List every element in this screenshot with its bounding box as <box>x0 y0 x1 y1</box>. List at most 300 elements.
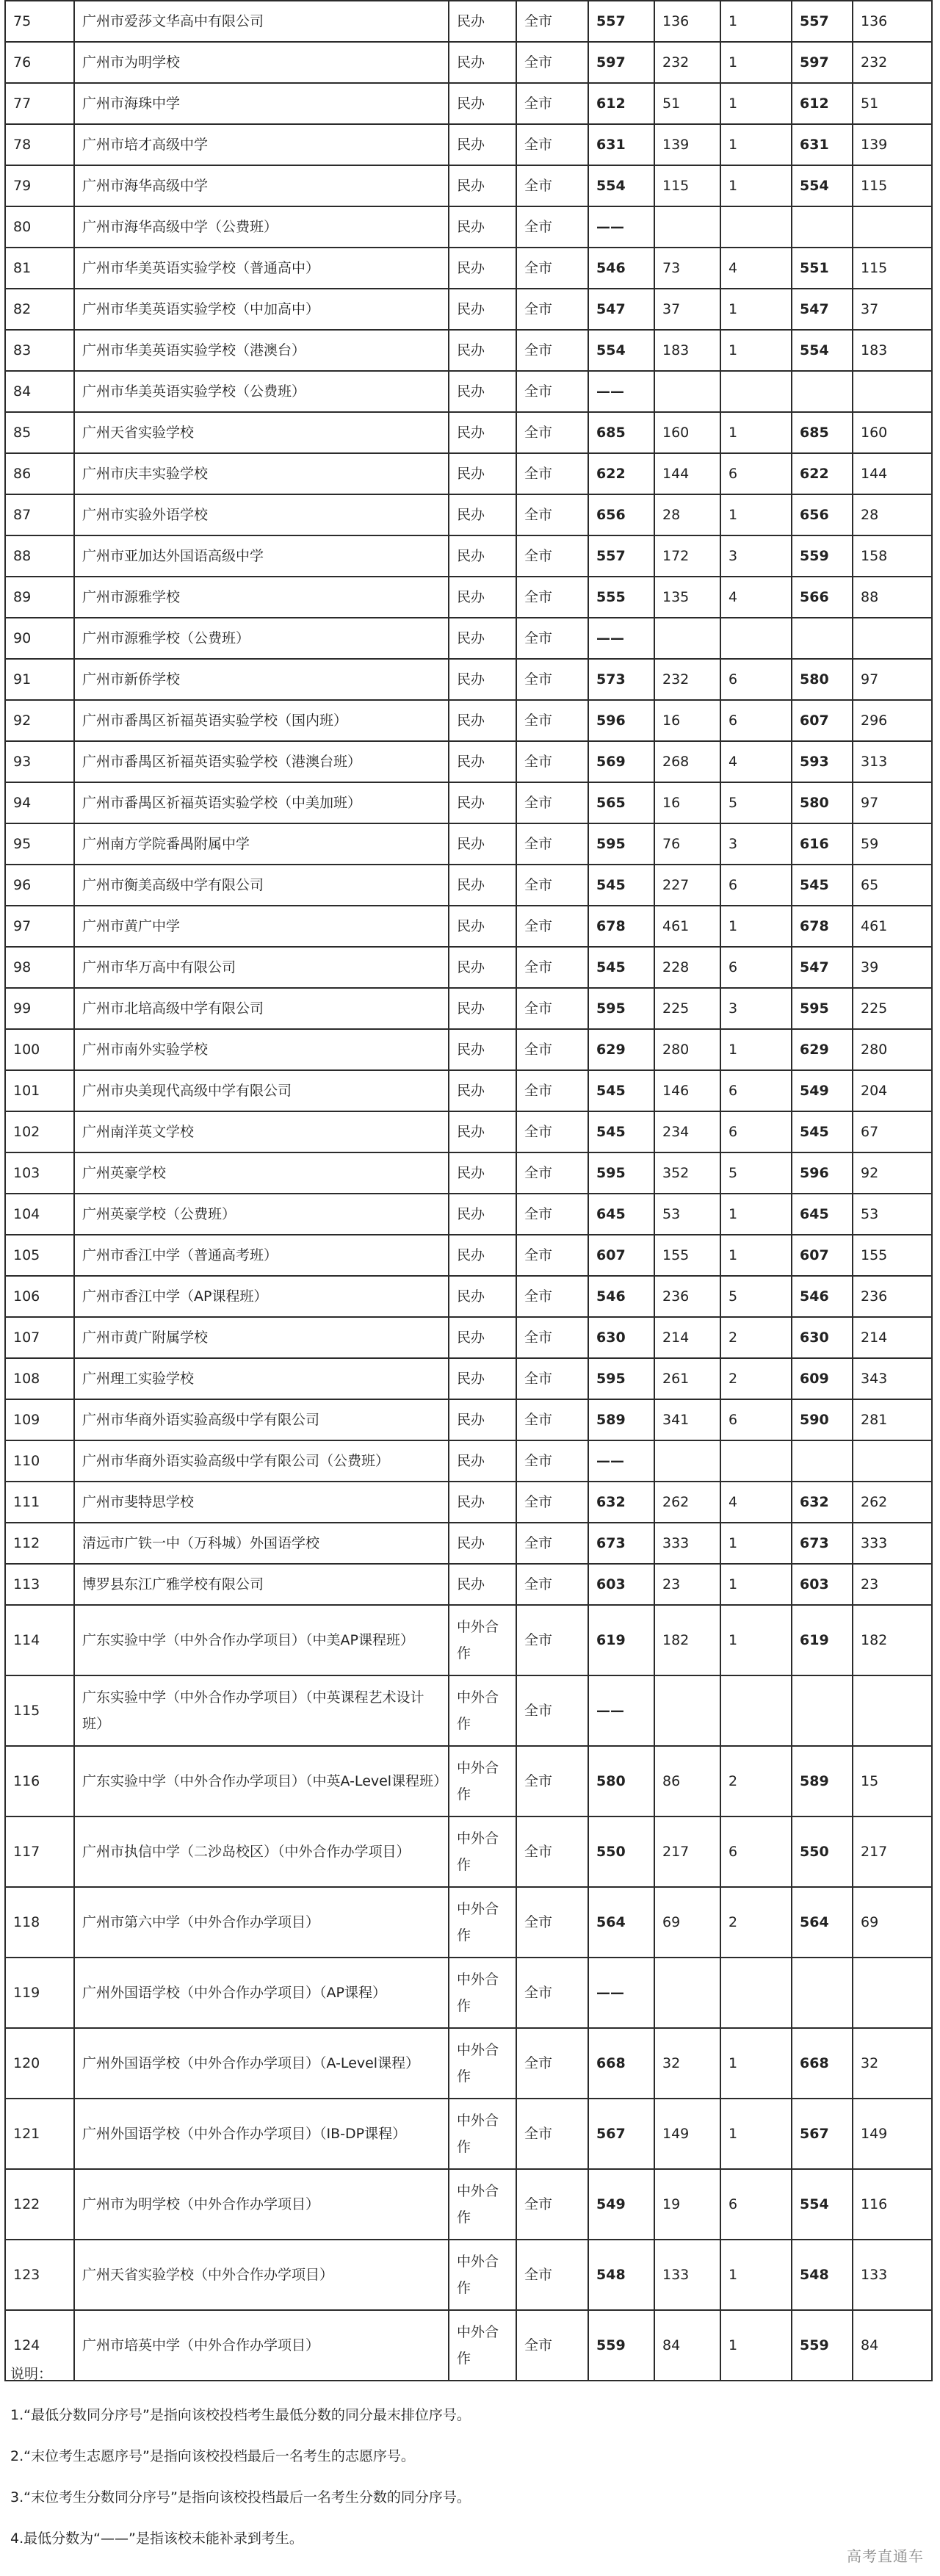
recruit-area-cell: 全市 <box>517 865 589 905</box>
school-name-cell: 广州外国语学校（中外合作办学项目）（IB-DP课程） <box>75 2099 449 2168</box>
min-score-cell: 678 <box>589 906 655 946</box>
school-type-cell: 民办 <box>449 248 517 288</box>
school-name-cell: 广州市为明学校（中外合作办学项目） <box>75 2170 449 2239</box>
school-type-cell: 中外合作 <box>449 2240 517 2309</box>
min-score-cell: 632 <box>589 1482 655 1522</box>
row-number-cell: 117 <box>6 1817 75 1886</box>
last-choice-no-cell <box>721 618 792 658</box>
school-name-cell: 清远市广铁一中（万科城）外国语学校 <box>75 1523 449 1563</box>
min-score-cell: 545 <box>589 1071 655 1111</box>
school-type-cell: 中外合作 <box>449 1817 517 1886</box>
last-score-cell: 554 <box>792 331 853 370</box>
last-score-rank-cell: 97 <box>853 660 933 699</box>
min-score-rank-cell: 182 <box>655 1606 721 1675</box>
table-row <box>6 289 933 331</box>
last-score-cell: 589 <box>792 1747 853 1816</box>
recruit-area-cell: 全市 <box>517 1565 589 1604</box>
school-name-cell: 广州市培才高级中学 <box>75 125 449 165</box>
row-number-cell: 82 <box>6 289 75 329</box>
table-row <box>6 1523 933 1565</box>
min-score-cell: 557 <box>589 1 655 41</box>
school-name-cell: 博罗县东江广雅学校有限公司 <box>75 1565 449 1604</box>
school-name-cell: 广州市实验外语学校 <box>75 495 449 535</box>
school-type-cell: 民办 <box>449 1318 517 1357</box>
min-score-cell: —— <box>589 372 655 411</box>
min-score-cell: 549 <box>589 2170 655 2239</box>
school-type-cell: 民办 <box>449 660 517 699</box>
last-choice-no-cell: 2 <box>721 1888 792 1957</box>
recruit-area-cell: 全市 <box>517 248 589 288</box>
school-name-cell: 广州外国语学校（中外合作办学项目）（A-Level课程） <box>75 2029 449 2098</box>
school-type-cell: 民办 <box>449 84 517 123</box>
row-number-cell: 96 <box>6 865 75 905</box>
school-name-cell: 广州市华美英语实验学校（普通高中） <box>75 248 449 288</box>
school-type-cell: 中外合作 <box>449 1747 517 1816</box>
min-score-rank-cell: 333 <box>655 1523 721 1563</box>
school-type-cell: 民办 <box>449 783 517 823</box>
min-score-rank-cell: 146 <box>655 1071 721 1111</box>
last-score-rank-cell: 69 <box>853 1888 933 1957</box>
last-score-cell: 551 <box>792 248 853 288</box>
last-score-cell: 616 <box>792 824 853 864</box>
table-row <box>6 331 933 372</box>
row-number-cell: 98 <box>6 948 75 987</box>
last-choice-no-cell: 6 <box>721 2170 792 2239</box>
min-score-cell: 555 <box>589 577 655 617</box>
school-type-cell: 民办 <box>449 1194 517 1234</box>
last-choice-no-cell: 1 <box>721 289 792 329</box>
school-type-cell: 民办 <box>449 1235 517 1275</box>
recruit-area-cell: 全市 <box>517 1359 589 1399</box>
min-score-rank-cell: 144 <box>655 454 721 494</box>
school-type-cell: 民办 <box>449 1277 517 1316</box>
last-score-rank-cell: 116 <box>853 2170 933 2239</box>
row-number-cell: 121 <box>6 2099 75 2168</box>
min-score-cell: 629 <box>589 1030 655 1069</box>
min-score-rank-cell: 76 <box>655 824 721 864</box>
note-item: 1.“最低分数同分序号”是指向该校投档考生最低分数的同分最末排位序号。 <box>10 2407 471 2423</box>
row-number-cell: 106 <box>6 1277 75 1316</box>
row-number-cell: 104 <box>6 1194 75 1234</box>
last-score-cell: 554 <box>792 2170 853 2239</box>
recruit-area-cell: 全市 <box>517 1958 589 2027</box>
min-score-rank-cell: 16 <box>655 701 721 740</box>
row-number-cell: 92 <box>6 701 75 740</box>
school-name-cell: 广州市香江中学（AP课程班） <box>75 1277 449 1316</box>
last-score-rank-cell: 97 <box>853 783 933 823</box>
school-type-cell: 民办 <box>449 413 517 452</box>
min-score-cell: 619 <box>589 1606 655 1675</box>
school-type-cell: 民办 <box>449 1 517 41</box>
last-score-cell: 596 <box>792 1153 853 1193</box>
recruit-area-cell: 全市 <box>517 1441 589 1481</box>
row-number-cell: 85 <box>6 413 75 452</box>
last-score-cell: 645 <box>792 1194 853 1234</box>
school-name-cell: 广州天省实验学校（中外合作办学项目） <box>75 2240 449 2309</box>
last-choice-no-cell: 2 <box>721 1747 792 1816</box>
school-name-cell: 广州市番禺区祈福英语实验学校（中美加班） <box>75 783 449 823</box>
last-score-cell: 567 <box>792 2099 853 2168</box>
last-choice-no-cell: 1 <box>721 331 792 370</box>
row-number-cell: 101 <box>6 1071 75 1111</box>
min-score-rank-cell: 280 <box>655 1030 721 1069</box>
min-score-rank-cell: 51 <box>655 84 721 123</box>
school-name-cell: 广州市亚加达外国语高级中学 <box>75 536 449 576</box>
last-score-rank-cell: 59 <box>853 824 933 864</box>
last-choice-no-cell: 1 <box>721 2311 792 2380</box>
table-row <box>6 701 933 742</box>
min-score-rank-cell: 115 <box>655 166 721 206</box>
min-score-cell: 554 <box>589 331 655 370</box>
min-score-cell: 685 <box>589 413 655 452</box>
row-number-cell: 93 <box>6 742 75 782</box>
school-name-cell: 广州市华商外语实验高级中学有限公司（公费班） <box>75 1441 449 1481</box>
last-score-cell: 629 <box>792 1030 853 1069</box>
last-choice-no-cell: 6 <box>721 865 792 905</box>
recruit-area-cell: 全市 <box>517 2311 589 2380</box>
table-row <box>6 1958 933 2029</box>
recruit-area-cell: 全市 <box>517 43 589 82</box>
school-type-cell: 民办 <box>449 1359 517 1399</box>
school-name-cell: 广州市华商外语实验高级中学有限公司 <box>75 1400 449 1440</box>
last-choice-no-cell: 1 <box>721 2099 792 2168</box>
recruit-area-cell: 全市 <box>517 906 589 946</box>
min-score-rank-cell: 16 <box>655 783 721 823</box>
min-score-cell: —— <box>589 1958 655 2027</box>
recruit-area-cell: 全市 <box>517 824 589 864</box>
row-number-cell: 94 <box>6 783 75 823</box>
min-score-cell: 554 <box>589 166 655 206</box>
school-type-cell: 民办 <box>449 495 517 535</box>
last-choice-no-cell: 4 <box>721 742 792 782</box>
last-choice-no-cell: 6 <box>721 1112 792 1152</box>
last-score-cell: 630 <box>792 1318 853 1357</box>
row-number-cell: 112 <box>6 1523 75 1563</box>
table-row <box>6 207 933 248</box>
recruit-area-cell: 全市 <box>517 1235 589 1275</box>
last-choice-no-cell: 6 <box>721 1071 792 1111</box>
row-number-cell: 89 <box>6 577 75 617</box>
last-choice-no-cell: 1 <box>721 1 792 41</box>
recruit-area-cell: 全市 <box>517 660 589 699</box>
school-name-cell: 广州市斐特思学校 <box>75 1482 449 1522</box>
last-choice-no-cell: 6 <box>721 454 792 494</box>
min-score-cell: —— <box>589 1676 655 1745</box>
school-name-cell: 广州天省实验学校 <box>75 413 449 452</box>
min-score-rank-cell: 341 <box>655 1400 721 1440</box>
min-score-cell: 548 <box>589 2240 655 2309</box>
last-choice-no-cell: 6 <box>721 948 792 987</box>
recruit-area-cell: 全市 <box>517 577 589 617</box>
min-score-cell: 557 <box>589 536 655 576</box>
last-score-rank-cell: 23 <box>853 1565 933 1604</box>
min-score-rank-cell: 268 <box>655 742 721 782</box>
school-name-cell: 广东实验中学（中外合作办学项目）（中英课程艺术设计班） <box>75 1676 449 1745</box>
min-score-cell: 596 <box>589 701 655 740</box>
last-score-rank-cell: 232 <box>853 43 933 82</box>
table-row <box>6 2099 933 2170</box>
table-row <box>6 1030 933 1071</box>
school-type-cell: 民办 <box>449 824 517 864</box>
last-score-rank-cell <box>853 618 933 658</box>
school-type-cell: 中外合作 <box>449 1676 517 1745</box>
table-row <box>6 1817 933 1888</box>
last-score-cell: 580 <box>792 660 853 699</box>
last-score-rank-cell: 160 <box>853 413 933 452</box>
recruit-area-cell: 全市 <box>517 1888 589 1957</box>
last-score-rank-cell: 115 <box>853 248 933 288</box>
recruit-area-cell: 全市 <box>517 207 589 247</box>
min-score-rank-cell: 69 <box>655 1888 721 1957</box>
min-score-rank-cell: 37 <box>655 289 721 329</box>
school-type-cell: 中外合作 <box>449 1606 517 1675</box>
recruit-area-cell: 全市 <box>517 2240 589 2309</box>
recruit-area-cell: 全市 <box>517 372 589 411</box>
last-score-rank-cell: 84 <box>853 2311 933 2380</box>
min-score-cell: 564 <box>589 1888 655 1957</box>
table-row <box>6 1441 933 1482</box>
last-score-rank-cell: 155 <box>853 1235 933 1275</box>
school-name-cell: 广州市华万高中有限公司 <box>75 948 449 987</box>
row-number-cell: 119 <box>6 1958 75 2027</box>
last-choice-no-cell: 2 <box>721 1318 792 1357</box>
row-number-cell: 79 <box>6 166 75 206</box>
last-choice-no-cell: 4 <box>721 1482 792 1522</box>
school-name-cell: 广州市海华高级中学 <box>75 166 449 206</box>
school-name-cell: 广州市番禺区祈福英语实验学校（国内班） <box>75 701 449 740</box>
min-score-cell: —— <box>589 618 655 658</box>
row-number-cell: 123 <box>6 2240 75 2309</box>
min-score-cell: 546 <box>589 248 655 288</box>
last-choice-no-cell: 1 <box>721 2029 792 2098</box>
row-number-cell: 120 <box>6 2029 75 2098</box>
last-score-rank-cell: 281 <box>853 1400 933 1440</box>
last-choice-no-cell <box>721 1676 792 1745</box>
row-number-cell: 118 <box>6 1888 75 1957</box>
min-score-cell: 595 <box>589 1153 655 1193</box>
table-row <box>6 1112 933 1153</box>
last-score-rank-cell: 461 <box>853 906 933 946</box>
last-score-rank-cell: 149 <box>853 2099 933 2168</box>
last-score-cell: 622 <box>792 454 853 494</box>
recruit-area-cell: 全市 <box>517 1153 589 1193</box>
last-score-rank-cell: 343 <box>853 1359 933 1399</box>
school-name-cell: 广州市庆丰实验学校 <box>75 454 449 494</box>
last-choice-no-cell: 1 <box>721 1235 792 1275</box>
row-number-cell: 111 <box>6 1482 75 1522</box>
recruit-area-cell: 全市 <box>517 495 589 535</box>
min-score-rank-cell <box>655 1441 721 1481</box>
last-score-rank-cell: 313 <box>853 742 933 782</box>
last-score-rank-cell: 182 <box>853 1606 933 1675</box>
last-choice-no-cell: 6 <box>721 701 792 740</box>
school-name-cell: 广州英豪学校 <box>75 1153 449 1193</box>
last-score-cell: 607 <box>792 701 853 740</box>
recruit-area-cell: 全市 <box>517 948 589 987</box>
min-score-rank-cell: 160 <box>655 413 721 452</box>
row-number-cell: 115 <box>6 1676 75 1745</box>
last-score-cell: 548 <box>792 2240 853 2309</box>
last-score-cell: 549 <box>792 1071 853 1111</box>
school-name-cell: 广州南方学院番禺附属中学 <box>75 824 449 864</box>
min-score-rank-cell <box>655 618 721 658</box>
school-name-cell: 广州市新侨学校 <box>75 660 449 699</box>
last-score-rank-cell: 136 <box>853 1 933 41</box>
table-row <box>6 125 933 166</box>
school-name-cell: 广州市华美英语实验学校（港澳台） <box>75 331 449 370</box>
table-row <box>6 1318 933 1359</box>
school-name-cell: 广州市源雅学校（公费班） <box>75 618 449 658</box>
table-row <box>6 1194 933 1235</box>
min-score-rank-cell: 84 <box>655 2311 721 2380</box>
last-score-rank-cell: 296 <box>853 701 933 740</box>
school-type-cell: 民办 <box>449 1071 517 1111</box>
last-choice-no-cell: 4 <box>721 248 792 288</box>
table-row <box>6 454 933 495</box>
school-type-cell: 中外合作 <box>449 2311 517 2380</box>
row-number-cell: 108 <box>6 1359 75 1399</box>
min-score-cell: 573 <box>589 660 655 699</box>
last-score-cell: 631 <box>792 125 853 165</box>
recruit-area-cell: 全市 <box>517 1030 589 1069</box>
table-row <box>6 989 933 1030</box>
min-score-rank-cell: 172 <box>655 536 721 576</box>
recruit-area-cell: 全市 <box>517 454 589 494</box>
last-score-rank-cell: 204 <box>853 1071 933 1111</box>
table-row <box>6 1 933 43</box>
min-score-cell: 631 <box>589 125 655 165</box>
min-score-cell: 595 <box>589 1359 655 1399</box>
last-score-cell: 685 <box>792 413 853 452</box>
last-score-rank-cell: 280 <box>853 1030 933 1069</box>
last-score-cell: 603 <box>792 1565 853 1604</box>
min-score-rank-cell: 232 <box>655 660 721 699</box>
last-score-rank-cell: 65 <box>853 865 933 905</box>
row-number-cell: 110 <box>6 1441 75 1481</box>
school-type-cell: 民办 <box>449 1482 517 1522</box>
table-row <box>6 2029 933 2099</box>
recruit-area-cell: 全市 <box>517 1817 589 1886</box>
table-row <box>6 84 933 125</box>
min-score-rank-cell: 214 <box>655 1318 721 1357</box>
min-score-rank-cell: 86 <box>655 1747 721 1816</box>
recruit-area-cell: 全市 <box>517 331 589 370</box>
row-number-cell: 76 <box>6 43 75 82</box>
row-number-cell: 77 <box>6 84 75 123</box>
last-score-rank-cell <box>853 1676 933 1745</box>
school-type-cell: 民办 <box>449 289 517 329</box>
school-type-cell: 民办 <box>449 331 517 370</box>
school-type-cell: 民办 <box>449 1523 517 1563</box>
last-score-cell: 566 <box>792 577 853 617</box>
row-number-cell: 116 <box>6 1747 75 1816</box>
last-score-rank-cell <box>853 372 933 411</box>
recruit-area-cell: 全市 <box>517 84 589 123</box>
last-score-cell: 678 <box>792 906 853 946</box>
min-score-cell: 645 <box>589 1194 655 1234</box>
table-row <box>6 536 933 577</box>
min-score-cell: 595 <box>589 824 655 864</box>
last-score-rank-cell: 236 <box>853 1277 933 1316</box>
school-name-cell: 广州英豪学校（公费班） <box>75 1194 449 1234</box>
last-score-cell: 632 <box>792 1482 853 1522</box>
notes-heading: 说明： <box>10 2366 53 2382</box>
watermark: 高考直通车 <box>847 2547 924 2565</box>
school-type-cell: 民办 <box>449 536 517 576</box>
last-choice-no-cell: 1 <box>721 413 792 452</box>
min-score-cell: 668 <box>589 2029 655 2098</box>
recruit-area-cell: 全市 <box>517 536 589 576</box>
table-row <box>6 618 933 660</box>
school-name-cell: 广州市源雅学校 <box>75 577 449 617</box>
last-choice-no-cell: 1 <box>721 906 792 946</box>
last-choice-no-cell <box>721 1958 792 2027</box>
last-choice-no-cell: 1 <box>721 2240 792 2309</box>
note-item: 3.“末位考生分数同分序号”是指向该校投档最后一名考生分数的同分序号。 <box>10 2489 471 2505</box>
min-score-cell: 612 <box>589 84 655 123</box>
min-score-cell: 545 <box>589 1112 655 1152</box>
table-row <box>6 948 933 989</box>
last-score-cell: 547 <box>792 948 853 987</box>
last-score-rank-cell: 133 <box>853 2240 933 2309</box>
last-choice-no-cell: 1 <box>721 1523 792 1563</box>
last-choice-no-cell: 6 <box>721 660 792 699</box>
last-score-cell <box>792 618 853 658</box>
recruit-area-cell: 全市 <box>517 1676 589 1745</box>
last-score-cell: 597 <box>792 43 853 82</box>
min-score-rank-cell: 136 <box>655 1 721 41</box>
row-number-cell: 78 <box>6 125 75 165</box>
admission-table <box>4 0 933 2381</box>
min-score-rank-cell: 183 <box>655 331 721 370</box>
table-row <box>6 1359 933 1400</box>
table-row <box>6 783 933 824</box>
min-score-cell: 622 <box>589 454 655 494</box>
school-name-cell: 广州理工实验学校 <box>75 1359 449 1399</box>
school-type-cell: 中外合作 <box>449 2029 517 2098</box>
last-score-rank-cell: 217 <box>853 1817 933 1886</box>
recruit-area-cell: 全市 <box>517 413 589 452</box>
recruit-area-cell: 全市 <box>517 742 589 782</box>
school-type-cell: 民办 <box>449 742 517 782</box>
table-row <box>6 1606 933 1676</box>
last-choice-no-cell: 1 <box>721 166 792 206</box>
note-item: 4.最低分数为“——”是指该校未能补录到考生。 <box>10 2530 303 2547</box>
school-type-cell: 民办 <box>449 1565 517 1604</box>
recruit-area-cell: 全市 <box>517 2099 589 2168</box>
last-score-rank-cell: 158 <box>853 536 933 576</box>
school-name-cell: 广州市海华高级中学（公费班） <box>75 207 449 247</box>
table-row <box>6 824 933 865</box>
last-score-cell: 554 <box>792 166 853 206</box>
school-type-cell: 民办 <box>449 207 517 247</box>
row-number-cell: 84 <box>6 372 75 411</box>
last-score-cell: 545 <box>792 865 853 905</box>
row-number-cell: 88 <box>6 536 75 576</box>
recruit-area-cell: 全市 <box>517 1747 589 1816</box>
min-score-cell: 545 <box>589 865 655 905</box>
min-score-cell: 565 <box>589 783 655 823</box>
min-score-cell: —— <box>589 207 655 247</box>
row-number-cell: 102 <box>6 1112 75 1152</box>
school-type-cell: 民办 <box>449 948 517 987</box>
school-type-cell: 民办 <box>449 166 517 206</box>
last-choice-no-cell: 1 <box>721 1194 792 1234</box>
min-score-rank-cell: 133 <box>655 2240 721 2309</box>
last-score-cell <box>792 1441 853 1481</box>
school-type-cell: 民办 <box>449 1400 517 1440</box>
table-row <box>6 1747 933 1817</box>
